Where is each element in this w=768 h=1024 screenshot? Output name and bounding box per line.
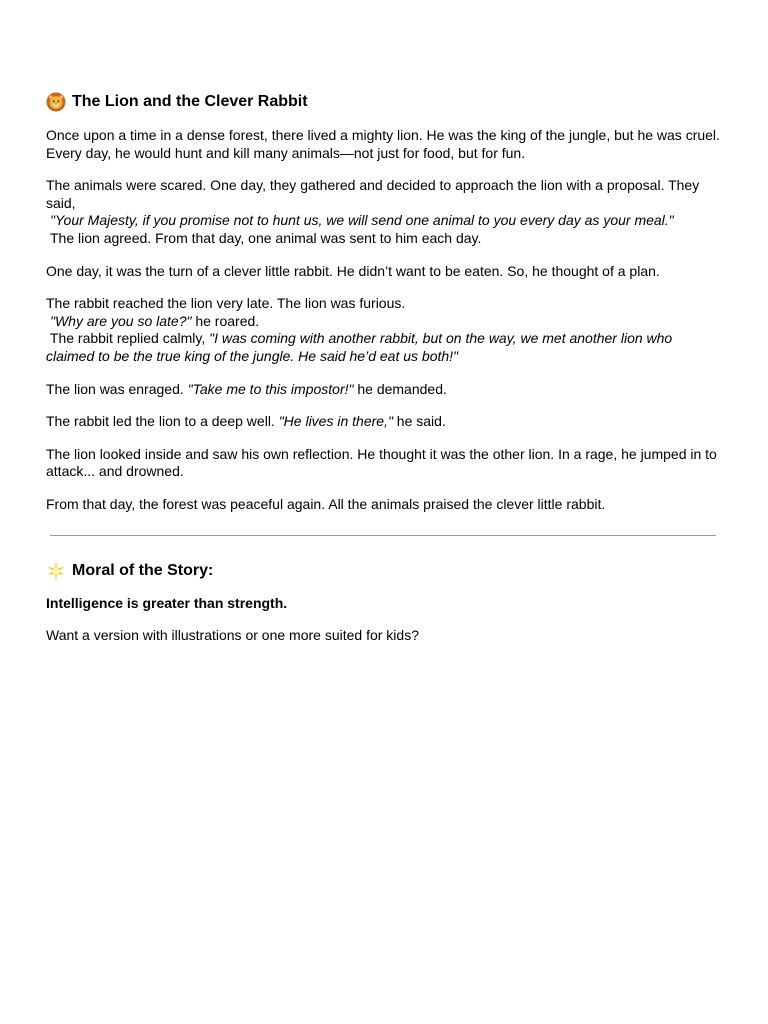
story-paragraph-2-line-3: The lion agreed. From that day, one animal was sent to him each day. <box>50 229 482 246</box>
story-paragraph-4-line-3 <box>46 330 672 364</box>
story-paragraph-4-line-2 <box>46 313 722 331</box>
followup-question: Want a version with illustrations or one more suited for kids? <box>46 627 419 644</box>
story-paragraph-4-quote-1: "Why are you so late?" <box>50 312 192 329</box>
story-paragraph-4 <box>46 295 722 365</box>
story-paragraph-5 <box>46 381 722 399</box>
moral-text <box>46 595 722 613</box>
story-title-text: The Lion and the Clever Rabbit <box>72 93 308 110</box>
story-paragraph-7: The lion looked inside and saw his own reflection. He thought it was the other lion. In a rage, he jumped in to attack... and drowned. <box>46 445 717 480</box>
section-divider <box>50 535 716 536</box>
story-paragraph-6-quote: "He lives in there," <box>278 413 393 430</box>
story-paragraph-5-post: he demanded. <box>353 380 447 397</box>
story-document <box>46 89 722 645</box>
story-paragraph-3: One day, it was the turn of a clever little rabbit. He didn’t want to be eaten. So, he thought of a plan. <box>46 262 660 279</box>
story-paragraph-2-quote: "Your Majesty, if you promise not to hunt us, we will send one animal to you every day as your meal." <box>50 212 674 229</box>
story-paragraph-2 <box>46 177 722 247</box>
story-paragraph-1: Once upon a time in a dense forest, there lived a mighty lion. He was the king of the jungle, but he was cruel. Every day, he would hunt and kill many animals—not just for food, but for fun. <box>46 127 720 161</box>
story-paragraph-6-post: he said. <box>392 413 446 430</box>
story-paragraph-6 <box>46 413 722 431</box>
story-paragraph-5-pre: The lion was enraged. <box>46 380 188 397</box>
moral-title <box>46 558 722 584</box>
story-paragraph-5-quote: "Take me to this impostor!" <box>187 380 354 397</box>
story-paragraph-2-line-1: The animals were scared. One day, they gathered and decided to approach the lion with a proposal. They said, <box>46 177 700 211</box>
moral-text-bold: Intelligence is greater than strength. <box>46 594 288 611</box>
story-paragraph-4-line-1: The rabbit reached the lion very late. The lion was furious. <box>46 295 406 312</box>
moral-title-text: Moral of the Story: <box>72 561 214 579</box>
story-paragraph-4-quote-2: "I was coming with another rabbit, but on the way, we met another lion who claimed to be the true king of the jungle. He said he’d eat us both!" <box>46 330 673 364</box>
story-title <box>46 89 722 115</box>
story-paragraph-4-line-3-pre: The rabbit replied calmly, <box>49 330 210 347</box>
glowing-star-icon <box>46 561 66 581</box>
story-paragraph-4-after-quote-1: he roared. <box>191 312 260 329</box>
story-paragraph-6-pre: The rabbit led the lion to a deep well. <box>46 413 279 430</box>
story-paragraph-8: From that day, the forest was peaceful again. All the animals praised the clever little rabbit. <box>46 495 606 512</box>
lion-face-icon <box>46 92 66 112</box>
